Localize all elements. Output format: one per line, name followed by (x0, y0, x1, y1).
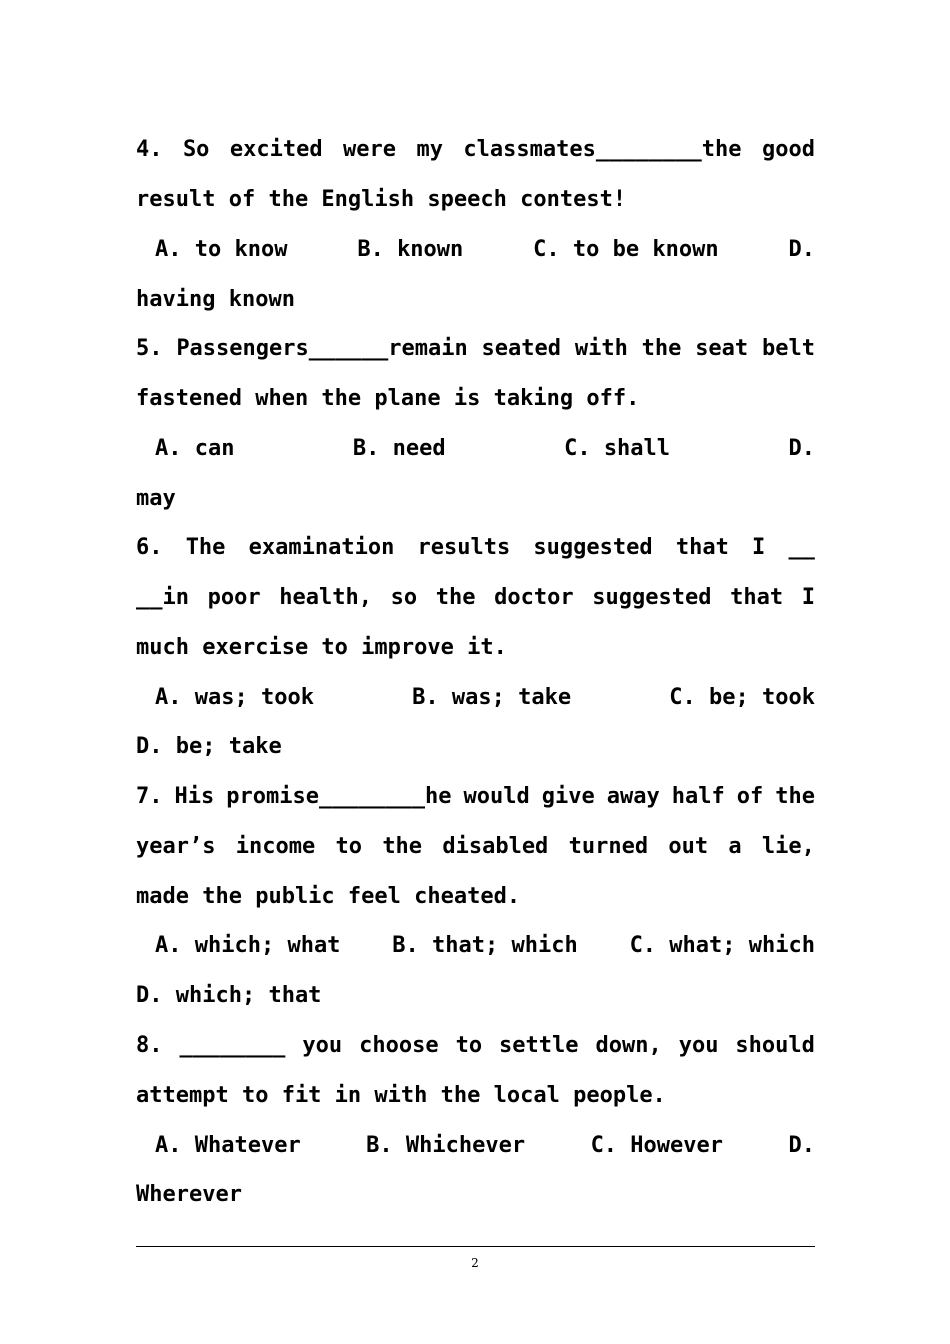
option-c: C. what; which (629, 933, 815, 958)
word: 4. (136, 137, 163, 162)
word: suggested (592, 585, 712, 610)
word: the (775, 784, 815, 809)
option-d-label: D. (788, 1133, 815, 1158)
word: so (390, 585, 418, 610)
word: 7. (136, 784, 163, 809)
word: choose (359, 1033, 439, 1058)
question-4-options-tail: having known (136, 287, 295, 312)
word: give (541, 784, 595, 809)
word: health, (279, 585, 372, 610)
word: a (728, 834, 742, 859)
word: 6. (136, 535, 163, 560)
word: Passengers______remain (176, 336, 468, 361)
word: So (182, 137, 210, 162)
word: out (668, 834, 709, 859)
word: the (641, 336, 682, 361)
option-a: A. was; took (155, 685, 314, 710)
footer-divider (136, 1246, 815, 1247)
word: lie, (761, 834, 815, 859)
word: down, (595, 1033, 662, 1058)
question-8-options-tail: Wherever (136, 1182, 242, 1207)
question-4-line-2: result of the English speech contest! (136, 187, 627, 212)
option-b: B. known (357, 237, 464, 262)
word: excited (229, 137, 323, 162)
word: suggested (533, 535, 653, 560)
word: with (574, 336, 628, 361)
word: 5. (136, 336, 163, 361)
word: good (761, 137, 815, 162)
question-7-line-1 (136, 777, 815, 817)
word: His (174, 784, 215, 809)
word: my (416, 137, 443, 162)
word: __ (788, 535, 815, 560)
option-a: A. which; what (155, 933, 341, 958)
question-4-options (155, 230, 815, 270)
word: The (185, 535, 226, 560)
option-a: A. to know (155, 237, 288, 262)
word: seat (695, 336, 749, 361)
word: you (678, 1033, 719, 1058)
question-7-options (155, 926, 815, 966)
question-5-options-tail: may (136, 486, 176, 511)
word: to (335, 834, 363, 859)
question-7-line-2 (136, 827, 815, 867)
option-b: B. was; take (412, 685, 572, 710)
word: 8. (136, 1033, 163, 1058)
word: the (435, 585, 476, 610)
option-b: B. need (352, 436, 446, 461)
question-4-line-1 (136, 130, 815, 170)
word: poor (207, 585, 261, 610)
word: belt (761, 336, 815, 361)
option-b: B. that; which (392, 933, 578, 958)
word: doctor (494, 585, 574, 610)
page-number: 2 (471, 1256, 479, 1270)
question-6-options-tail: D. be; take (136, 734, 282, 759)
word: I (752, 535, 766, 560)
word: were (343, 137, 397, 162)
word: settle (499, 1033, 579, 1058)
word: turned (568, 834, 649, 859)
word: the (382, 834, 423, 859)
word: away (606, 784, 660, 809)
word: promise________he (226, 784, 452, 809)
question-6-options (155, 678, 815, 718)
word: examination (248, 535, 395, 560)
option-a: A. Whatever (155, 1133, 301, 1158)
question-7-options-tail: D. which; that (136, 983, 322, 1008)
option-b: B. Whichever (366, 1133, 526, 1158)
word: to (455, 1033, 483, 1058)
question-5-line-2: fastened when the plane is taking off. (136, 386, 640, 411)
question-5-options (155, 429, 815, 469)
word: of (736, 784, 764, 809)
option-c: C. shall (564, 436, 671, 461)
word: seated (481, 336, 562, 361)
word: ________ (179, 1033, 286, 1058)
question-6-line-2 (136, 578, 815, 618)
option-a: A. can (155, 436, 235, 461)
word: should (735, 1033, 815, 1058)
word: income (235, 834, 316, 859)
word: year’s (136, 834, 216, 859)
word: would (463, 784, 530, 809)
word: I (801, 585, 815, 610)
word: __in (136, 585, 189, 610)
word: that (730, 585, 784, 610)
option-c: C. to be known (533, 237, 719, 262)
option-d-label: D. (788, 436, 815, 461)
question-6-line-3: much exercise to improve it. (136, 635, 507, 660)
word: you (302, 1033, 343, 1058)
question-8-options (155, 1126, 815, 1166)
word: half (671, 784, 725, 809)
option-d-label: D. (788, 237, 815, 262)
question-8-line-1 (136, 1026, 815, 1066)
word: disabled (442, 834, 549, 859)
question-6-line-1 (136, 528, 815, 568)
word: that (675, 535, 729, 560)
question-8-line-2: attempt to fit in with the local people. (136, 1083, 666, 1108)
question-7-line-3: made the public feel cheated. (136, 884, 521, 909)
option-c: C. However (590, 1133, 724, 1158)
word: results (417, 535, 511, 560)
option-c: C. be; took (669, 685, 815, 710)
word: classmates________the (463, 137, 742, 162)
question-5-line-1 (136, 329, 815, 369)
